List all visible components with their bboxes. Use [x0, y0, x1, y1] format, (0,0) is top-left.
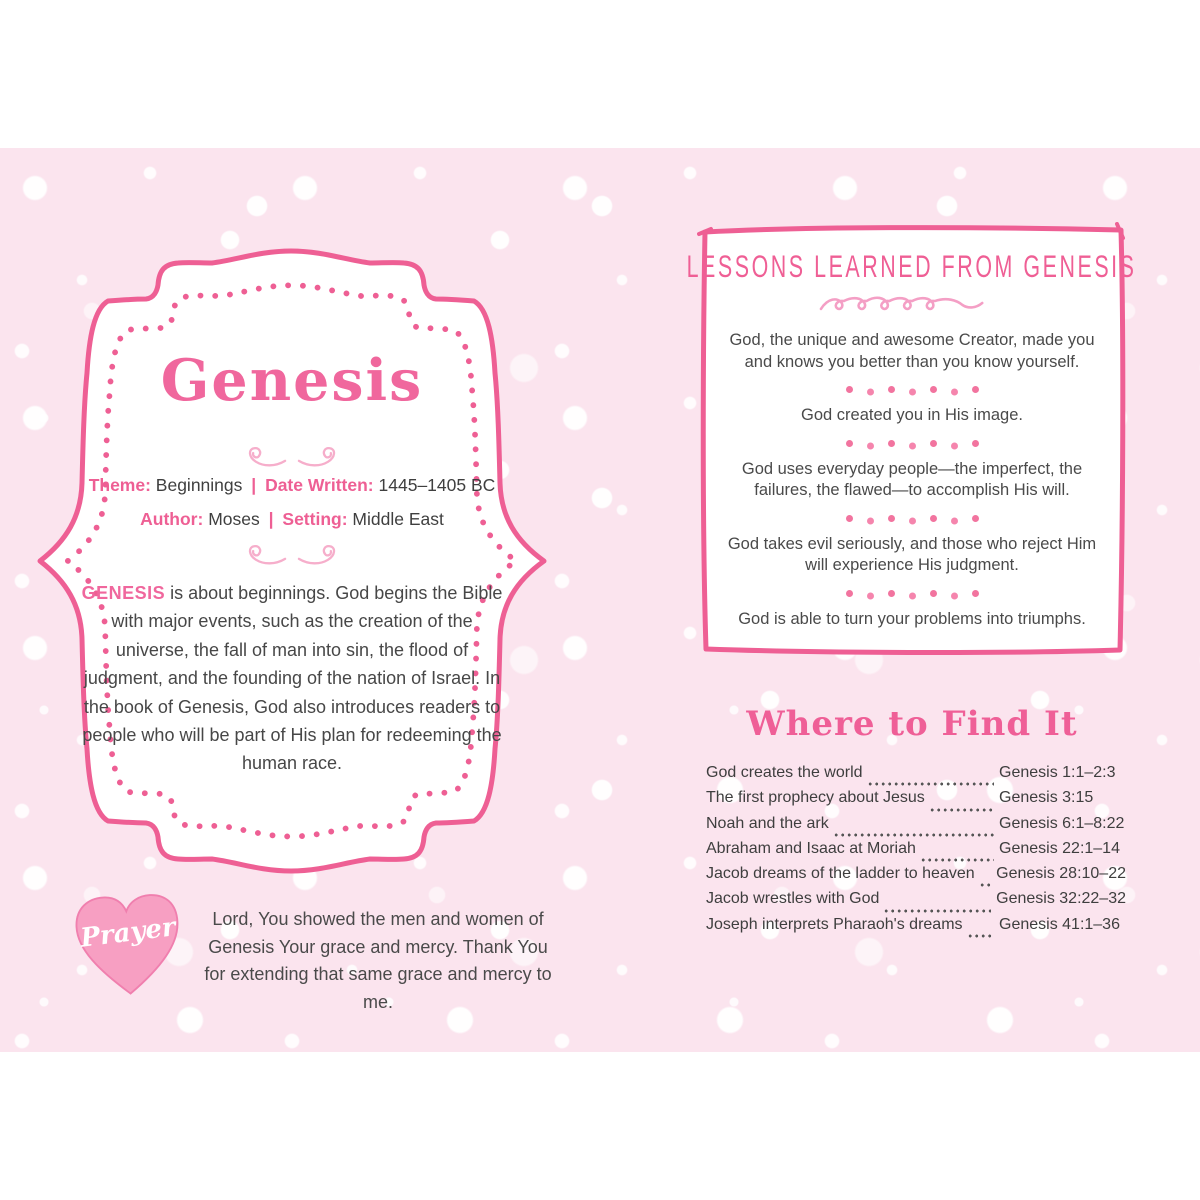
finder-label: Joseph interprets Pharaoh's dreams	[706, 915, 963, 933]
swirl-ornament-icon	[229, 541, 287, 567]
where-to-find-it-title: Where to Find It	[746, 704, 1078, 744]
lesson-item: God, the unique and awesome Creator, made you and knows you better than you know yourself.	[729, 331, 1095, 371]
dot-leader	[921, 858, 994, 862]
finder-row	[706, 789, 1126, 814]
lesson-item: God takes evil seriously, and those who reject Him will experience His judgment.	[727, 534, 1097, 574]
lesson-item: God is able to turn your problems into triumphs.	[738, 609, 1086, 628]
dot-leader	[834, 833, 994, 837]
separator: |	[251, 475, 257, 495]
lesson-item: God uses everyday people—the imperfect, the failures, the flawed—to accomplish His will.	[741, 459, 1083, 499]
prayer-badge	[70, 888, 186, 1000]
finder-row	[706, 815, 1126, 840]
swirl-ornament-row	[36, 443, 548, 474]
finder-reference: Genesis 28:10–22	[996, 865, 1126, 883]
finder-label: Jacob dreams of the ladder to heaven	[706, 865, 975, 883]
dot-leader	[968, 934, 994, 938]
finder-row	[706, 865, 1126, 890]
lessons-title: LESSONS LEARNED FROM GENESIS	[687, 250, 1137, 285]
squiggle-ornament-icon	[818, 292, 1006, 318]
dots-separator	[839, 384, 986, 394]
finder-reference: Genesis 6:1–8:22	[999, 814, 1125, 832]
where-to-find-it-list	[706, 764, 1126, 941]
finder-label: Jacob wrestles with God	[706, 890, 880, 908]
finder-reference: Genesis 1:1–2:3	[999, 764, 1116, 781]
dot-leader	[980, 883, 992, 887]
date-written-value: 1445–1405 BC	[378, 475, 496, 495]
lessons-content	[687, 232, 1137, 648]
theme-date-line	[36, 475, 548, 496]
date-written-label: Date Written:	[265, 475, 374, 495]
finder-label: Abraham and Isaac at Moriah	[706, 839, 916, 857]
prayer-text: Lord, You showed the men and women of Genesis Your grace and mercy. Thank You for extending that same grace and mercy to me.	[204, 909, 552, 1012]
swirl-ornament-icon	[297, 443, 355, 469]
finder-reference: Genesis 41:1–36	[999, 915, 1120, 933]
author-value: Moses	[208, 509, 260, 529]
lesson-item: God created you in His image.	[801, 406, 1023, 424]
swirl-ornament-row	[36, 541, 548, 572]
finder-reference: Genesis 32:22–32	[996, 890, 1126, 908]
swirl-ornament-icon	[229, 443, 287, 469]
dots-separator	[839, 588, 986, 598]
swirl-ornament-icon	[297, 541, 355, 567]
theme-label: Theme:	[88, 475, 151, 495]
dots-separator	[839, 438, 986, 448]
book-summary-lead-word: GENESIS	[81, 583, 166, 603]
finder-row	[706, 916, 1126, 941]
author-label: Author:	[140, 509, 204, 529]
book-summary-text: is about beginnings. God begins the Bible with major events, such as the creation of the universe, the fall of man into sin, the flood of judgment, and the founding of the nation of Israel. In the book of Genesis, God also introduces readers to people who will be part of His plan for redeeming the human race.	[82, 583, 503, 774]
theme-value: Beginnings	[155, 475, 243, 495]
prayer-badge-label: Prayer	[78, 912, 178, 954]
dots-separator	[839, 513, 986, 523]
finder-row	[706, 840, 1126, 865]
finder-row	[706, 890, 1126, 915]
dot-leader	[884, 909, 991, 913]
finder-reference: Genesis 22:1–14	[999, 839, 1120, 857]
book-title: Genesis	[160, 347, 424, 414]
book-summary	[77, 579, 507, 778]
finder-label: Noah and the ark	[706, 814, 829, 832]
separator: |	[268, 509, 274, 529]
dot-leader	[930, 808, 994, 812]
setting-label: Setting:	[282, 509, 348, 529]
author-setting-line	[36, 509, 548, 530]
finder-reference: Genesis 3:15	[999, 789, 1094, 807]
polka-dot-background	[0, 148, 1200, 1052]
finder-row	[706, 764, 1126, 789]
setting-value: Middle East	[352, 509, 444, 529]
lessons-learned-box	[687, 222, 1137, 658]
finder-label: God creates the world	[706, 764, 863, 781]
finder-label: The first prophecy about Jesus	[706, 789, 925, 807]
genesis-intro-frame	[36, 243, 548, 879]
dot-leader	[868, 782, 994, 786]
